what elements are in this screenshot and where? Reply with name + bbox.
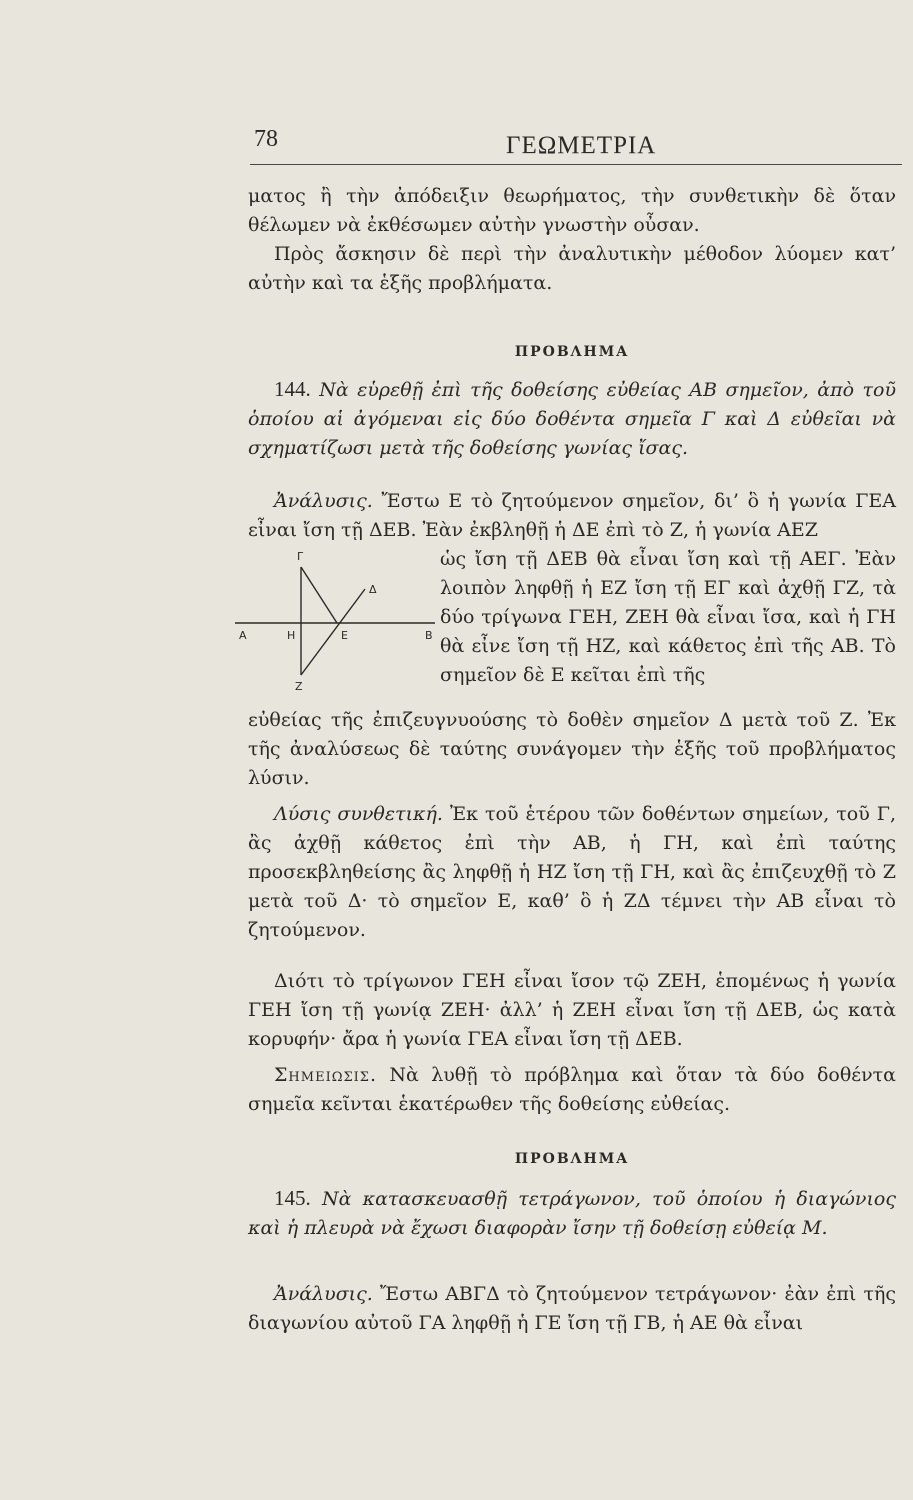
label-a: Α [239,629,247,642]
label-e: Ε [341,629,348,642]
label-z: Ζ [295,680,303,693]
problem-145-number: 145. [274,1186,311,1210]
label-b: Β [425,629,433,642]
analysis-end: εὐθείας τῆς ἐπιζευγνυούσης τὸ δοθὲν σημεῖον Δ μετὰ τοῦ Ζ. Ἐκ τῆς ἀναλύσεως δὲ ταύτης συνάγομεν τὴν ἑξῆς τοῦ προβλήματος λύσιν. [248,709,896,789]
running-title: ΓΕΩΜΕΤΡΙΑ [506,132,657,159]
intro-line-2: Πρὸς ἄσκησιν δὲ περὶ τὴν ἀναλυτικὴν μέθοδον λύομεν κατ’ αὐτὴν καὶ τα ἑξῆς προβλήματα. [248,243,896,294]
note-label: Σημειωσις. [274,1064,378,1086]
problem-145-text: Νὰ κατασκευασθῇ τετράγωνον, τοῦ ὁποίου ἡ διαγώνιος καὶ ἡ πλευρὰ νὰ ἔχωσι διαφορὰν ἴσην τῇ δοθείσῃ εὐθείᾳ Μ. [248,1188,896,1239]
problem-144-analysis-start [248,487,896,545]
problem-145-statement [248,1184,896,1243]
intro-paragraph [248,182,896,298]
header-rule [250,164,902,165]
analysis-wrap-text: ὡς ἴση τῇ ΔΕΒ θὰ εἶναι ἴση καὶ τῇ ΑΕΓ. Ἐὰν λοιπὸν ληφθῇ ἡ ΕΖ ἴση τῇ ΕΓ καὶ ἀχθῇ ΓΖ, τὰ δύο τρίγωνα ΓΕΗ, ΖΕΗ θὰ εἶναι ἴσα, καὶ ἡ ΓΗ θὰ εἶνε ἴση τῇ ΗΖ, καὶ κάθετος ἐπὶ τῆς ΑΒ. Τὸ σημεῖον δὲ Ε κεῖται ἐπὶ τῆς [440,548,896,686]
page-header [250,118,902,170]
proof-paragraph: Διότι τὸ τρίγωνον ΓΕΗ εἶναι ἴσον τῷ ΖΕΗ, ἑπομένως ἡ γωνία ΓΕΗ ἴση τῇ γωνίᾳ ΖΕΗ· ἀλλ’ ἡ ΖΕΗ εἶναι ἴση τῇ ΔΕΒ, ὡς κατὰ κορυφήν· ἄρα ἡ γωνία ΓΕΑ εἶναι ἴση τῇ ΔΕΒ. [248,970,896,1050]
synthesis-paragraph [248,800,896,945]
label-g: Γ [297,550,304,563]
note-paragraph [248,1061,896,1119]
synthesis-label: Λύσις συνθετική. [274,803,443,825]
intro-line-1: ματος ἢ τὴν ἀπόδειξιν θεωρήματος, τὴν συνθετικὴν δὲ ὅταν θέλωμεν νὰ ἐκθέσωμεν αὐτὴν γνωστὴν οὖσαν. [248,185,896,236]
problem-145-heading: ΠΡΟΒΛΗΜΑ [514,1151,630,1167]
analysis-start-text: Ἔστω Ε τὸ ζητούμενον σημεῖον, δι’ ὃ ἡ γωνία ΓΕΑ εἶναι ἴση τῇ ΔΕΒ. Ἐὰν ἐκβληθῇ ἡ ΔΕ ἐπὶ τὸ Ζ, ἡ γωνία ΑΕΖ [248,490,896,541]
figure-svg [235,545,435,695]
analysis-label: Ἀνάλυσις. [274,490,373,512]
problem-144-heading: ΠΡΟΒΛΗΜΑ [514,344,630,360]
problem-144-statement [248,375,896,463]
line-zd [301,589,365,675]
page-number: 78 [254,126,278,152]
geometry-figure [235,545,435,695]
label-d: Δ [369,583,377,596]
line-ge [301,567,337,623]
note-text: Νὰ λυθῇ τὸ πρόβλημα καὶ ὅταν τὰ δύο δοθέντα σημεῖα κεῖνται ἑκατέρωθεν τῆς δοθείσης εὐθείας. [248,1064,896,1115]
problem-145-analysis-label: Ἀνάλυσις. [274,1283,373,1305]
problem-144-text: Νὰ εὑρεθῇ ἐπὶ τῆς δοθείσης εὐθείας ΑΒ σημεῖον, ἀπὸ τοῦ ὁποίου αἱ ἀγόμεναι εἰς δύο δοθέντα σημεῖα Γ καὶ Δ εὐθεῖαι νὰ σχηματίζωσι μετὰ τῆς δοθείσης γωνίας ἴσας. [248,379,896,459]
synthesis-text: Ἐκ τοῦ ἑτέρου τῶν δοθέντων σημείων, τοῦ Γ, ἂς ἀχθῇ κάθετος ἐπὶ τὴν ΑΒ, ἡ ΓΗ, καὶ ἐπὶ ταύτης προσεκβληθείσης ἂς ληφθῇ ἡ ΗΖ ἴση τῇ ΓΗ, καὶ ἂς ἐπιζευχθῇ τὸ Ζ μετὰ τοῦ Δ· τὸ σημεῖον Ε, καθ’ ὃ ἡ ΖΔ τέμνει τὴν ΑΒ εἶναι τὸ ζητούμενον. [248,803,896,941]
problem-145-analysis-text: Ἔστω ΑΒΓΔ τὸ ζητούμενον τετράγωνον· ἐὰν ἐπὶ τῆς διαγωνίου αὐτοῦ ΓΑ ληφθῇ ἡ ΓΕ ἴση τῇ ΓΒ, ἡ ΑΕ θὰ εἶναι [248,1283,896,1334]
label-h: Η [287,629,296,642]
problem-145-analysis [248,1280,896,1338]
problem-144-number: 144. [274,377,311,401]
